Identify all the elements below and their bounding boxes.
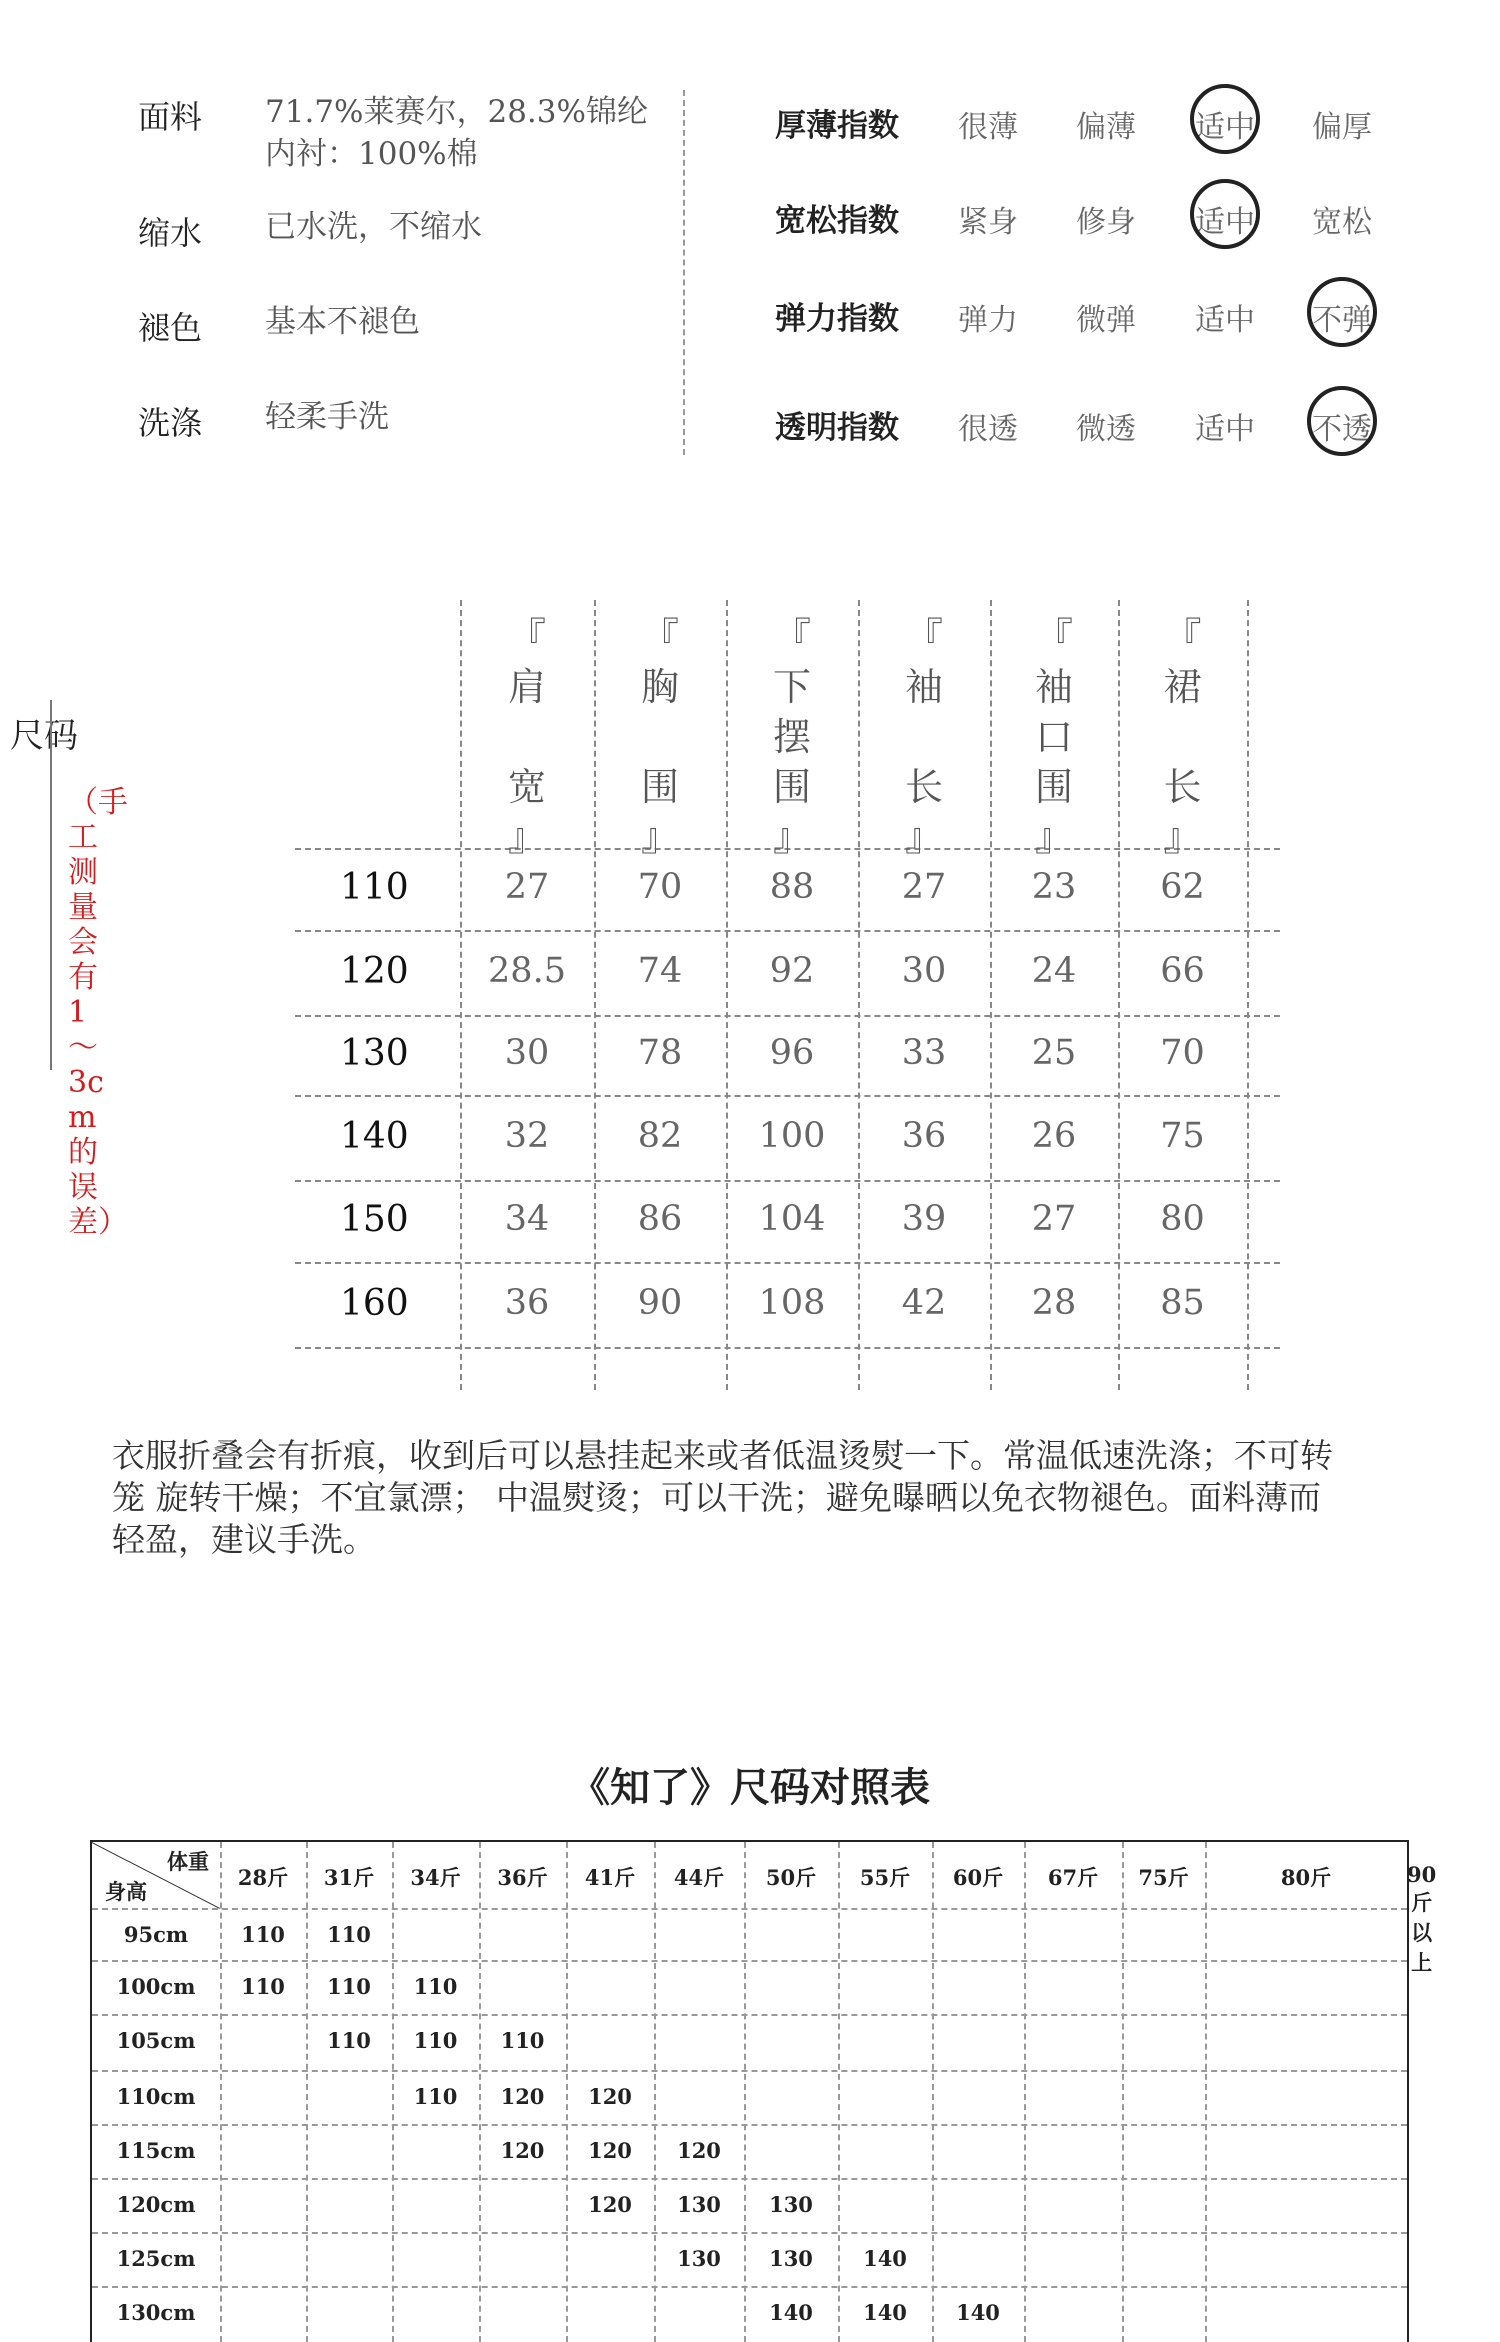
size-recommendation: 110	[327, 1974, 371, 1999]
column-header: 『 肩 宽 』	[507, 615, 546, 859]
chart-hline	[92, 2178, 1407, 2180]
index-label: 透明指数	[775, 410, 899, 446]
size-recommendation: 140	[863, 2246, 907, 2271]
grid-hline	[295, 1262, 1280, 1264]
index-option: 适中	[1195, 412, 1255, 447]
size-cell: 70	[637, 867, 683, 907]
index-option: 很透	[958, 412, 1018, 447]
size-label: 130	[340, 1033, 409, 1074]
weight-header: 28斤	[237, 1865, 289, 1890]
size-recommendation: 140	[863, 2300, 907, 2325]
selected-circle	[1190, 84, 1260, 154]
reference-title: 《知了》尺码对照表	[570, 1764, 930, 1811]
reference-chart	[90, 1840, 1437, 2342]
index-option: 偏薄	[1076, 110, 1136, 145]
selected-circle	[1307, 277, 1377, 347]
height-label: 115cm	[116, 2138, 196, 2163]
size-recommendation: 140	[956, 2300, 1000, 2325]
height-label: 110cm	[116, 2084, 196, 2109]
size-cell: 75	[1160, 1115, 1205, 1156]
column-header: 『 袖 口 围 』	[1034, 615, 1073, 859]
weight-header: 41斤	[584, 1865, 636, 1890]
size-cell: 34	[504, 1199, 550, 1239]
size-label: 160	[340, 1282, 409, 1324]
chart-vline	[1024, 1842, 1026, 2342]
index-option: 不透	[1312, 412, 1372, 447]
grid-vline	[858, 600, 860, 1390]
grid-vline	[1247, 600, 1249, 1390]
chart-hline	[92, 2124, 1407, 2126]
grid-hline	[295, 930, 1280, 932]
size-cell: 27	[504, 867, 550, 907]
index-option: 适中	[1195, 110, 1255, 145]
size-recommendation: 120	[500, 2138, 545, 2163]
chart-vline	[306, 1842, 308, 2342]
divider	[683, 90, 685, 455]
grid-hline	[295, 1180, 1280, 1182]
size-cell: 88	[769, 867, 815, 907]
size-recommendation: 110	[500, 2028, 545, 2053]
weight-header: 80斤	[1280, 1865, 1332, 1890]
height-label: 125cm	[116, 2246, 196, 2271]
size-cell: 28.5	[488, 950, 566, 991]
chart-vline	[932, 1842, 934, 2342]
size-cell: 74	[637, 950, 683, 991]
size-recommendation: 120	[677, 2138, 721, 2163]
selected-circle	[1307, 386, 1377, 456]
size-cell: 30	[901, 950, 947, 991]
size-recommendation: 110	[241, 1974, 285, 1999]
column-header: 『 下 摆 围 』	[772, 615, 811, 859]
side-rule	[50, 700, 52, 1070]
fabric-label: 面料	[138, 98, 203, 136]
column-header: 『 裙 长 』	[1163, 615, 1202, 859]
corner-height: 身高	[105, 1879, 147, 1904]
size-cell: 92	[769, 950, 815, 991]
grid-vline	[594, 600, 596, 1390]
size-cell: 78	[637, 1033, 683, 1073]
size-label: 120	[340, 950, 409, 992]
size-cell: 33	[901, 1033, 947, 1073]
height-label: 100cm	[116, 1974, 196, 1999]
fade-value: 基本不褪色	[265, 304, 420, 340]
size-recommendation: 110	[413, 2028, 458, 2053]
selected-circle	[1190, 179, 1260, 249]
index-option: 适中	[1195, 205, 1255, 240]
index-option: 紧身	[958, 205, 1018, 240]
chart-hline	[92, 1908, 1407, 1910]
size-cell: 26	[1031, 1115, 1077, 1156]
corner-weight: 体重	[167, 1849, 209, 1874]
index-option: 偏厚	[1312, 110, 1372, 145]
size-cell: 23	[1031, 867, 1077, 907]
index-option: 修身	[1076, 205, 1136, 240]
size-side-title: 尺码	[10, 716, 78, 756]
size-label: 150	[340, 1199, 409, 1240]
chart-hline	[92, 2232, 1407, 2234]
weight-header: 34斤	[410, 1865, 461, 1890]
chart-vline	[1205, 1842, 1207, 2342]
size-recommendation: 120	[588, 2192, 632, 2217]
size-recommendation: 110	[413, 2084, 458, 2109]
size-cell: 90	[637, 1282, 683, 1323]
care-instructions: 衣服折叠会有折痕，收到后可以悬挂起来或者低温烫熨一下。常温低速洗涤；不可转笼 旋转干燥；不宜氯漂； 中温熨烫；可以干洗；避免曝晒以免衣物褪色。面料薄而轻盈，建议手洗。	[112, 1436, 1333, 1559]
size-cell: 104	[758, 1199, 826, 1239]
grid-vline	[460, 600, 462, 1390]
index-option: 宽松	[1312, 205, 1372, 240]
weight-header: 55斤	[859, 1865, 911, 1890]
size-cell: 100	[758, 1115, 826, 1156]
size-recommendation: 120	[588, 2138, 632, 2163]
index-option: 微弹	[1076, 303, 1136, 338]
grid-hline	[295, 1095, 1280, 1097]
size-recommendation: 110	[413, 1974, 458, 1999]
size-recommendation: 110	[327, 2028, 371, 2053]
grid-vline	[726, 600, 728, 1390]
size-cell: 28	[1031, 1282, 1077, 1323]
index-option: 弹力	[958, 303, 1018, 338]
size-cell: 85	[1160, 1282, 1205, 1323]
grid-vline	[990, 600, 992, 1390]
size-cell: 32	[504, 1115, 550, 1156]
weight-header: 44斤	[673, 1865, 725, 1890]
chart-hline	[92, 1960, 1407, 1962]
column-header: 『 袖 长 』	[904, 615, 943, 859]
height-label: 130cm	[116, 2300, 196, 2325]
size-cell: 27	[1031, 1199, 1077, 1239]
size-cell: 42	[901, 1282, 947, 1323]
chart-vline	[220, 1842, 222, 2342]
lining-value: 内衬：100%棉	[265, 136, 478, 172]
size-cell: 82	[637, 1115, 683, 1156]
size-cell: 96	[769, 1033, 815, 1073]
grid-hline	[295, 1347, 1280, 1349]
size-recommendation: 130	[769, 2246, 813, 2271]
size-recommendation: 110	[241, 1922, 285, 1947]
weight-header: 50斤	[765, 1865, 817, 1890]
weight-header: 90斤以上	[1407, 1862, 1437, 1975]
size-cell: 108	[758, 1282, 826, 1323]
weight-header: 67斤	[1047, 1865, 1099, 1890]
size-recommendation: 130	[769, 2192, 813, 2217]
grid-vline	[1118, 600, 1120, 1390]
size-cell: 25	[1031, 1033, 1077, 1073]
chart-hline	[92, 2014, 1407, 2016]
height-label: 105cm	[116, 2028, 196, 2053]
height-label: 120cm	[116, 2192, 196, 2217]
chart-hline	[92, 2070, 1407, 2072]
weight-header: 75斤	[1138, 1865, 1189, 1890]
size-cell: 36	[504, 1282, 550, 1323]
height-label: 95cm	[123, 1922, 189, 1947]
shrink-value: 已水洗，不缩水	[265, 209, 482, 245]
weight-header: 36斤	[497, 1865, 548, 1890]
size-cell: 30	[504, 1033, 550, 1073]
weight-header: 31斤	[323, 1865, 375, 1890]
size-cell: 24	[1031, 950, 1077, 991]
size-cell: 27	[901, 867, 947, 907]
size-label: 140	[340, 1115, 409, 1157]
wash-label: 洗涤	[138, 404, 203, 442]
fade-label: 褪色	[138, 309, 203, 347]
size-recommendation: 130	[677, 2192, 721, 2217]
size-recommendation: 130	[677, 2246, 721, 2271]
size-recommendation: 120	[500, 2084, 545, 2109]
size-recommendation: 110	[327, 1922, 371, 1947]
index-option: 很薄	[958, 110, 1018, 145]
size-label: 110	[340, 867, 409, 908]
size-cell: 70	[1160, 1033, 1205, 1073]
column-header: 『 胸 围 』	[640, 615, 679, 859]
size-cell: 66	[1160, 950, 1205, 991]
index-option: 不弹	[1312, 303, 1372, 338]
fabric-value: 71.7%莱赛尔，28.3%锦纶	[265, 94, 648, 130]
size-cell: 80	[1160, 1199, 1205, 1239]
weight-header: 60斤	[952, 1865, 1004, 1890]
index-option: 适中	[1195, 303, 1255, 338]
size-recommendation: 140	[769, 2300, 813, 2325]
measurement-note: （手工测量会有1～3cm的误差）	[68, 785, 128, 1240]
index-option: 微透	[1076, 412, 1136, 447]
size-recommendation: 120	[588, 2084, 632, 2109]
chart-hline	[92, 2286, 1407, 2288]
shrink-label: 缩水	[138, 214, 203, 252]
wash-value: 轻柔手洗	[265, 399, 389, 435]
size-cell: 86	[637, 1199, 683, 1239]
size-cell: 39	[901, 1199, 947, 1239]
index-label: 厚薄指数	[775, 108, 899, 144]
size-cell: 36	[901, 1115, 947, 1156]
grid-hline	[295, 1015, 1280, 1017]
index-label: 弹力指数	[775, 301, 899, 337]
index-label: 宽松指数	[775, 203, 899, 239]
chart-vline	[1122, 1842, 1124, 2342]
size-cell: 62	[1160, 867, 1205, 907]
